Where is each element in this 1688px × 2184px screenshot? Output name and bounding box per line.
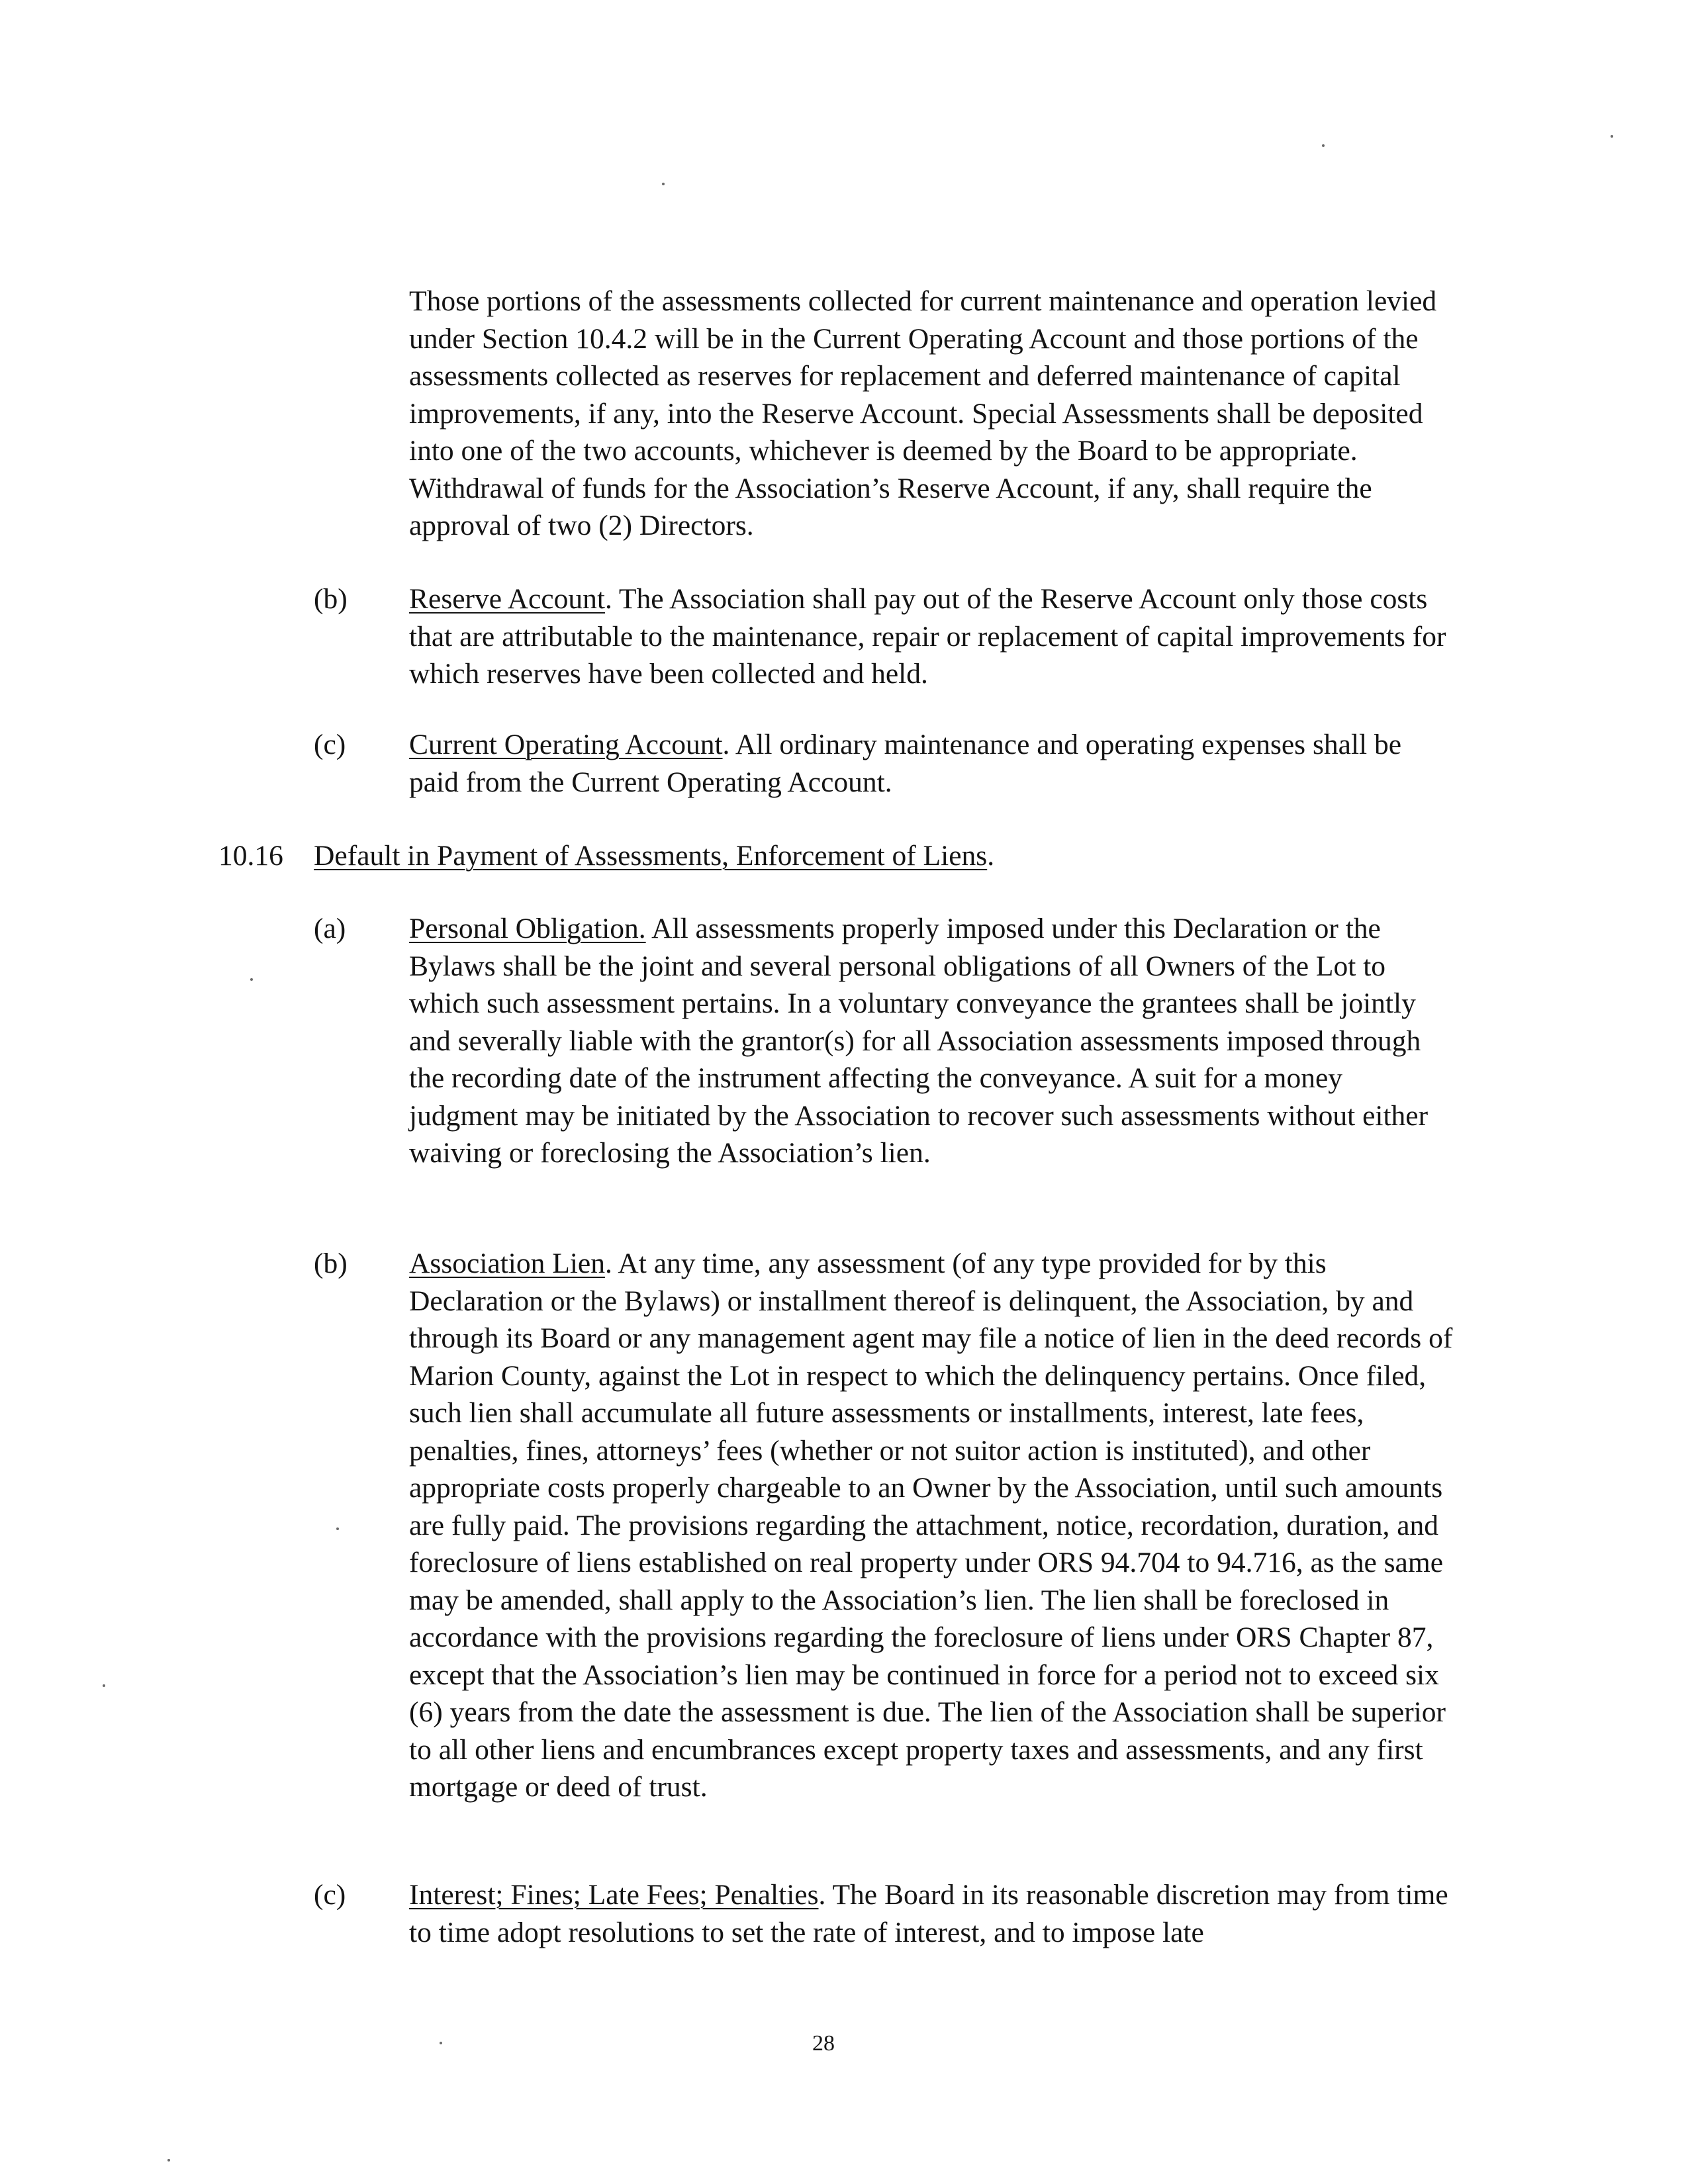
- section-title: [314, 837, 1439, 875]
- item-label-c2: (c): [314, 1879, 346, 1911]
- scan-speck: [336, 1527, 339, 1530]
- section-number: 10.16: [218, 840, 283, 872]
- personal-obligation-text: All assessments properly imposed under this Declaration or the Bylaws shall be the joint and several personal obligations of all Owners of the Lot to which such assessment pertains. In a voluntary conveyance the grantees shall be jointly and severally liable with the grantor(s) for all Association assessments imposed through the recording date of the instrument affecting the conveyance. A suit for a money judgment may be initiated by the Association to recover such assessments without either waiving or foreclosing the Association’s lien.: [409, 913, 1429, 1169]
- reserve-account-text: . The Association shall pay out of the Reserve Account only those costs that are attributable to the maintenance, repair or replacement of capital improvements for which reserves have been collected and held.: [409, 583, 1446, 690]
- scan-speck: [662, 183, 665, 185]
- current-operating-account-text: . All ordinary maintenance and operating expenses shall be paid from the Current Operating Account.: [409, 729, 1402, 798]
- interest-fines-text: . The Board in its reasonable discretion may from time to time adopt resolutions to set the rate of interest, and to impose late: [409, 1879, 1448, 1948]
- scan-speck: [1611, 135, 1613, 138]
- scan-speck: [1322, 144, 1325, 147]
- scan-speck: [103, 1684, 105, 1687]
- scan-speck: [250, 978, 253, 981]
- association-lien-text: . At any time, any assessment (of any type provided for by this Declaration or the Bylaws) or installment thereof is delinquent, the Association, by and through its Board or any management agent may file a notice of lien in the deed records of Marion County, against the Lot in respect to which the delinquency pertains. Once filed, such lien shall accumulate all future assessments or installments, interest, late fees, penalties, fines, attorneys’ fees (whether or not suitor action is instituted), and other appropriate costs properly chargeable to an Owner by the Association, until such amounts are fully paid. The provisions regarding the attachment, notice, recordation, duration, and foreclosure of liens established on real property under ORS 94.704 to 94.716, as the same may be amended, shall apply to the Association’s lien. The lien shall be foreclosed in accordance with the provisions regarding the foreclosure of liens under ORS Chapter 87, except that the Association’s lien may be continued in force for a period not to exceed six (6) years from the date the assessment is due. The lien of the Association shall be superior to all other liens and encumbrances except property taxes and assessments, and any first mortgage or deed of trust.: [409, 1248, 1453, 1803]
- association-lien-heading: Association Lien: [409, 1248, 605, 1279]
- association-lien-paragraph: [409, 1245, 1455, 1806]
- item-label-c: (c): [314, 729, 346, 760]
- current-operating-account-paragraph: [409, 726, 1455, 801]
- item-label-b2: (b): [314, 1248, 348, 1279]
- item-label-a: (a): [314, 913, 346, 944]
- reserve-account-heading: Reserve Account: [409, 583, 605, 615]
- personal-obligation-paragraph: [409, 910, 1455, 1172]
- current-operating-account-heading: Current Operating Account: [409, 729, 723, 760]
- item-label-b: (b): [314, 583, 348, 615]
- section-title-period: .: [987, 840, 995, 872]
- page-number: 28: [812, 2031, 835, 2056]
- scan-speck: [167, 2159, 170, 2161]
- reserve-account-paragraph: [409, 580, 1455, 693]
- scan-speck: [440, 2042, 442, 2044]
- section-title-text: Default in Payment of Assessments, Enforcement of Liens: [314, 840, 988, 872]
- personal-obligation-heading: Personal Obligation.: [409, 913, 646, 944]
- interest-fines-paragraph: [409, 1876, 1455, 1951]
- interest-fines-heading: Interest; Fines; Late Fees; Penalties: [409, 1879, 819, 1911]
- intro-paragraph: Those portions of the assessments collected for current maintenance and operation levied under Section 10.4.2 will be in the Current Operating Account and those portions of the assessments collected as reserves for replacement and deferred maintenance of capital improvements, if any, into the Reserve Account. Special Assessments shall be deposited into one of the two accounts, whichever is deemed by the Board to be appropriate. Withdrawal of funds for the Association’s Reserve Account, if any, shall require the approval of two (2) Directors.: [409, 285, 1437, 541]
